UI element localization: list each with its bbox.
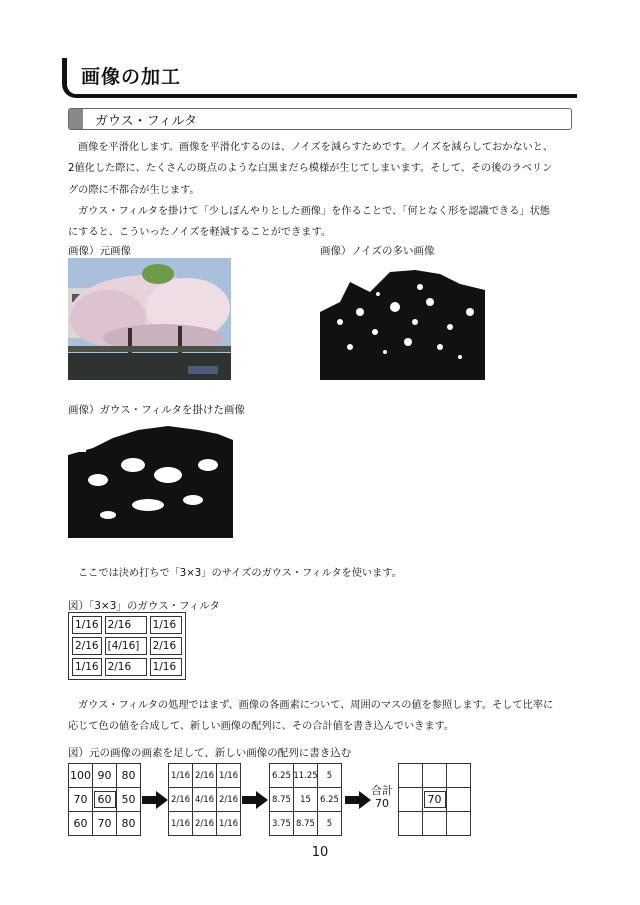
- product-cell: 8.75: [270, 788, 294, 812]
- weight-cell: 1/16: [217, 764, 241, 788]
- weight-cell: 1/16: [217, 812, 241, 836]
- result-cell: [399, 788, 423, 812]
- gauss-filter-table: [68, 612, 186, 680]
- source-pixel-grid: [68, 763, 141, 836]
- filter-cell: [4/16]: [105, 637, 147, 655]
- arrow-right-icon: [242, 791, 268, 809]
- para-line: グの際に不都合が生じます。: [68, 184, 200, 196]
- product-grid: [269, 763, 342, 836]
- filter-cell: 1/16: [72, 616, 102, 634]
- sum-value: 70: [375, 797, 389, 810]
- para-line: ここでは決め打ちで「3×3」のサイズのガウス・フィルタを使います。: [78, 568, 402, 579]
- pixel-cell: 80: [117, 812, 141, 836]
- filter-row: [72, 637, 182, 655]
- filter-cell: 1/16: [150, 658, 182, 676]
- filter-cell: 1/16: [72, 658, 102, 676]
- weight-cell: 2/16: [169, 788, 193, 812]
- result-cell: [423, 788, 447, 812]
- result-cell: [423, 764, 447, 788]
- result-cell: [447, 764, 471, 788]
- para-line: 応じて色の値を合成して、新しい画像の配列に、その合計値を書き込んでいきます。: [68, 721, 455, 733]
- result-center: 70: [424, 791, 446, 808]
- section-header-bar: [69, 109, 83, 129]
- weight-cell: 1/16: [169, 812, 193, 836]
- chapter-title-text: 画像の加工: [81, 66, 182, 88]
- product-cell: 8.75: [294, 812, 318, 836]
- para-line: ガウス・フィルタの処理ではまず、画像の各画素について、周囲のマスの値を参照します。そして比率に: [78, 700, 554, 711]
- chapter-title: [62, 58, 577, 98]
- product-cell: 5: [318, 812, 342, 836]
- caption-filter: 図）「3×3」のガウス・フィルタ: [68, 600, 220, 612]
- filter-cell: 1/16: [150, 616, 182, 634]
- result-cell: [447, 812, 471, 836]
- process-paragraph: [68, 695, 573, 738]
- pixel-cell: 50: [117, 788, 141, 812]
- center-pixel: 60: [94, 791, 116, 808]
- weight-cell: 2/16: [193, 812, 217, 836]
- pixel-cell: [93, 788, 117, 812]
- result-cell: [423, 812, 447, 836]
- weight-cell: 4/16: [193, 788, 217, 812]
- pixel-cell: 70: [69, 788, 93, 812]
- weight-cell: 1/16: [169, 764, 193, 788]
- arrow-right-icon: [142, 791, 168, 809]
- section-title: ガウス・フィルタ: [95, 114, 198, 129]
- sum-label-block: [368, 784, 396, 810]
- caption-noisy: 画像）ノイズの多い画像: [320, 245, 435, 257]
- sum-label: 合計: [371, 784, 393, 797]
- weight-grid: [168, 763, 241, 836]
- pixel-cell: 70: [93, 812, 117, 836]
- pixel-cell: 100: [69, 764, 93, 788]
- result-cell: [399, 764, 423, 788]
- caption-original: 画像）元画像: [68, 245, 131, 257]
- para-line: 画像を平滑化します。画像を平滑化するのは、ノイズを減らすためです。ノイズを減らしておかないと、: [78, 142, 554, 153]
- original-photo: [68, 258, 231, 380]
- product-cell: 3.75: [270, 812, 294, 836]
- para-line: にすると、こういったノイズを軽減することができます。: [68, 227, 332, 239]
- filter-cell: 2/16: [105, 616, 147, 634]
- filter-cell: 2/16: [105, 658, 147, 676]
- product-cell: 5: [318, 764, 342, 788]
- page-number: 10: [311, 845, 329, 860]
- gauss-photo: [68, 420, 233, 538]
- para-line: ガウス・フィルタを掛けて「少しぼんやりとした画像」を作ることで、「何となく形を認識できる」状態: [78, 205, 550, 217]
- result-cell: [447, 788, 471, 812]
- caption-gauss: 画像）ガウス・フィルタを掛けた画像: [68, 404, 245, 416]
- filter-row: [72, 658, 182, 676]
- product-cell: 6.25: [318, 788, 342, 812]
- filter-cell: 2/16: [72, 637, 102, 655]
- result-grid: [398, 763, 471, 836]
- weight-cell: 2/16: [193, 764, 217, 788]
- pixel-cell: 60: [69, 812, 93, 836]
- result-cell: [399, 812, 423, 836]
- noisy-photo: [320, 262, 485, 380]
- caption-sum: 図）元の画像の画素を足して、新しい画像の配列に書き込む: [68, 747, 352, 759]
- pixel-cell: 80: [117, 764, 141, 788]
- filter-cell: 2/16: [150, 637, 182, 655]
- filter-row: [72, 616, 182, 634]
- pixel-cell: 90: [93, 764, 117, 788]
- section-header: [68, 108, 572, 130]
- weight-cell: 2/16: [217, 788, 241, 812]
- product-cell: 6.25: [270, 764, 294, 788]
- product-cell: 15: [294, 788, 318, 812]
- para-line: 2値化した際に、たくさんの斑点のような白黒まだら模様が生じてしまいます。そして、その後のラベリン: [68, 163, 553, 175]
- product-cell: 11.25: [294, 764, 318, 788]
- intro-paragraph: [68, 137, 573, 243]
- filter-size-paragraph: [68, 563, 573, 584]
